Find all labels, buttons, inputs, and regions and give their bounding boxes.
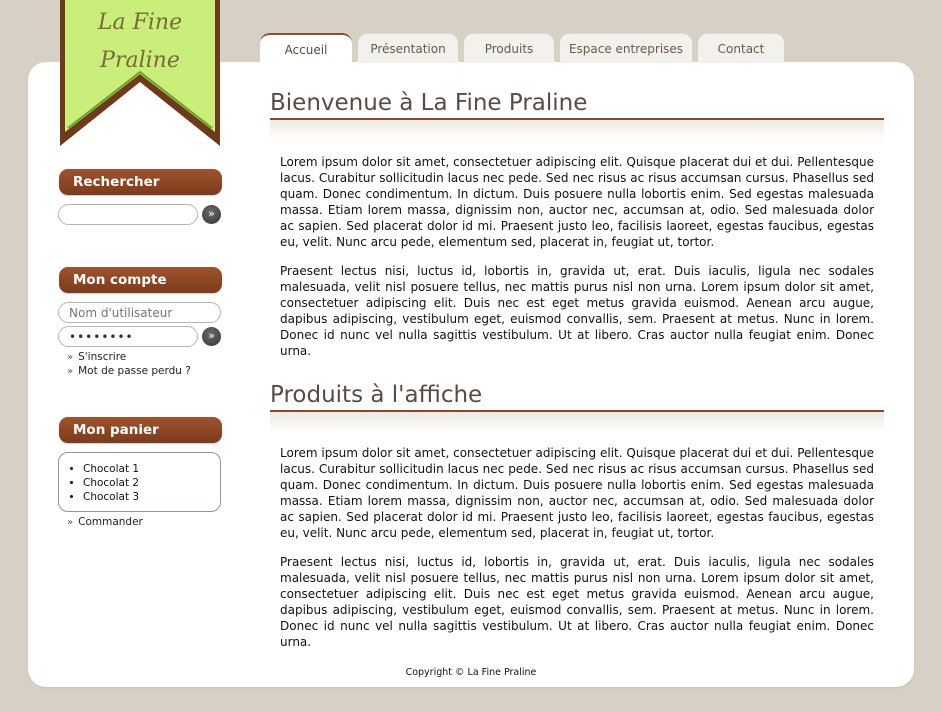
double-chevron-icon: » <box>67 352 74 363</box>
password-input[interactable] <box>58 326 198 347</box>
tab-presentation[interactable]: Présentation <box>358 33 458 63</box>
tab-produits[interactable]: Produits <box>464 33 554 63</box>
tab-espace-entreprises[interactable]: Espace entreprises <box>560 33 692 63</box>
search-input[interactable] <box>58 204 198 225</box>
go-arrow-icon: » <box>208 207 215 220</box>
username-input[interactable] <box>58 302 221 323</box>
cart-title: Mon panier <box>59 417 222 443</box>
search-go-button[interactable] <box>202 205 221 224</box>
cart-item: • Chocolat 2 <box>83 476 220 490</box>
go-arrow-icon: » <box>208 329 215 342</box>
forgot-password-label: Mot de passe perdu ? <box>78 365 191 377</box>
search-title: Rechercher <box>59 169 222 195</box>
welcome-paragraph-1: Lorem ipsum dolor sit amet, consectetuer adipiscing elit. Quisque placerat dui et dui. Pellentesque lacus. Curabitur sollicitudin lacus nec pede. Sed nec risus ac risus accumsan cursus. Phasellus sed quam. Donec condimentum. In dictum. Duis posuere nulla lobortis enim. Sed egestas malesuada massa. Etiam lorem massa, dignissim non, auctor nec, accumsan at, odio. Sed malesuada dolor ac sapien. Sed placerat dolor id mi. Praesent justo leo, facilisis laoreet, egestas faucibus, egestas eu, velit. Nunc arcu pede, elementum sed, placerat in, feugiat ut, tortor. <box>280 155 874 249</box>
welcome-heading: Bienvenue à La Fine Praline <box>270 90 588 116</box>
cart-item: • Chocolat 1 <box>83 462 220 476</box>
welcome-paragraph-2: Praesent lectus nisi, luctus id, lobortis in, gravida ut, erat. Duis iaculis, ligula nec sodales malesuada, velit nisl posuere tellus, nec mattis purus nisl non urna. Lorem ipsum dolor sit amet, consectetuer adipiscing elit. Duis nec est eget metus gravida euismod. Aenean arcu augue, dapibus adipiscing, vestibulum eget, euismod convallis, sem. Praesent at metus. Nunc in lorem. Donec id nunc vel nulla sagittis vestibulum. Ut at libero. Cras auctor nulla feugiat enim. Donec urna. <box>280 264 874 358</box>
order-link-label: Commander <box>78 516 143 528</box>
featured-paragraph-1: Lorem ipsum dolor sit amet, consectetuer adipiscing elit. Quisque placerat dui et dui. Pellentesque lacus. Curabitur sollicitudin lacus nec pede. Sed nec risus ac risus accumsan cursus. Phasellus sed quam. Donec condimentum. In dictum. Duis posuere nulla lobortis enim. Sed egestas malesuada massa. Etiam lorem massa, dignissim non, auctor nec, accumsan at, odio. Sed malesuada dolor ac sapien. Sed placerat dolor id mi. Praesent justo leo, facilisis laoreet, egestas faucibus, egestas eu, velit. Nunc arcu pede, elementum sed, placerat in, feugiat ut, tortor. <box>280 446 874 540</box>
site-logo[interactable] <box>60 0 220 146</box>
account-title: Mon compte <box>59 267 222 293</box>
tab-accueil[interactable]: Accueil <box>260 33 352 63</box>
cart-box <box>58 452 221 512</box>
cart-list <box>83 462 220 504</box>
cart-item: • Chocolat 3 <box>83 490 220 504</box>
copyright-text: Copyright © La Fine Praline <box>405 667 537 678</box>
logo-text <box>60 4 220 80</box>
featured-products-heading: Produits à l'affiche <box>270 382 483 408</box>
login-go-button[interactable] <box>202 327 221 346</box>
order-link[interactable] <box>67 516 143 528</box>
register-link-label: S'inscrire <box>78 351 127 363</box>
featured-paragraph-2: Praesent lectus nisi, luctus id, lobortis in, gravida ut, erat. Duis iaculis, ligula nec sodales malesuada, velit nisl posuere tellus, nec mattis purus nisl non urna. Lorem ipsum dolor sit amet, consectetuer adipiscing elit. Duis nec est eget metus gravida euismod. Aenean arcu augue, dapibus adipiscing, vestibulum eget, euismod convallis, sem. Praesent at metus. Nunc in lorem. Donec id nunc vel nulla sagittis vestibulum. Ut at libero. Cras auctor nulla feugiat enim. Donec urna. <box>280 555 874 649</box>
heading-divider <box>270 118 884 140</box>
double-chevron-icon: » <box>67 366 74 377</box>
tab-contact[interactable]: Contact <box>698 33 784 63</box>
double-chevron-icon: » <box>67 517 74 528</box>
heading-divider <box>270 410 884 432</box>
logo-line-1: La Fine <box>97 10 183 35</box>
forgot-password-link[interactable] <box>67 365 191 377</box>
register-link[interactable] <box>67 351 126 363</box>
logo-line-2: Praline <box>100 48 180 73</box>
